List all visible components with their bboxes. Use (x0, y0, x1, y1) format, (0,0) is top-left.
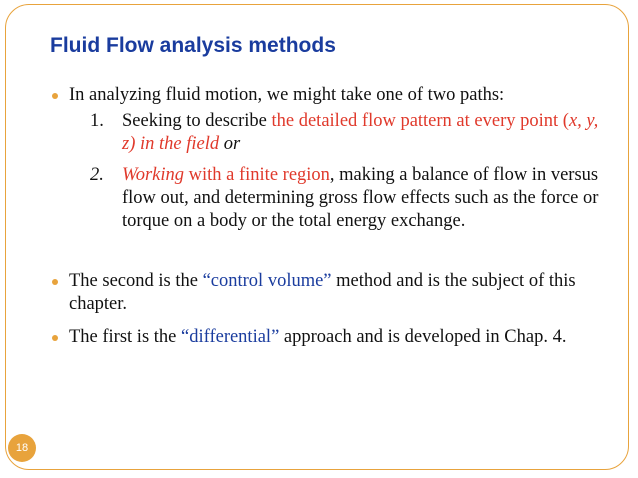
bullet-3-text-a: The first is the (69, 327, 182, 347)
bullet-dot-icon (52, 335, 58, 341)
item-1-red-italic: x, y, z) in the field (122, 111, 599, 154)
page-number-badge: 18 (8, 434, 36, 462)
bullet-2-highlight: “control volume” (202, 271, 332, 291)
item-1-text-a: Seeking to describe (122, 111, 272, 131)
bullet-3 (52, 326, 612, 374)
bullet-2-text-a: The second is the (69, 271, 203, 291)
bullet-dot-icon (52, 93, 58, 99)
item-2-text-a: , making a balance of flow in versus flow out, and determining gross flow effects such as the force or torque on a body or the total energy exchange. (122, 165, 599, 231)
bullet-dot-icon (52, 279, 58, 285)
item-2-text (122, 164, 602, 233)
bullet-3-text (69, 326, 612, 349)
item-1-text (122, 110, 602, 156)
item-1-red-a: the detailed flow pattern at every point ( (271, 111, 569, 131)
bullet-2 (52, 270, 612, 318)
bullet-1 (52, 84, 612, 108)
bullet-2-text-b: method and is the subject of this chapter. (69, 271, 576, 314)
item-2-number: 2. (90, 165, 104, 185)
item-2-red-italic: Working (122, 165, 185, 185)
slide-frame (5, 4, 629, 470)
bullet-3-highlight: “differential” (181, 327, 280, 347)
item-2-red-b: with a finite region (184, 165, 330, 185)
item-1-text-b: or (219, 134, 241, 154)
bullet-3-text-b: approach and is developed in Chap. 4. (279, 327, 567, 347)
bullet-1-text: In analyzing fluid motion, we might take one of two paths: (69, 85, 505, 105)
slide-title: Fluid Flow analysis methods (50, 34, 336, 57)
bullet-2-text (69, 270, 612, 316)
item-1-number: 1. (90, 111, 104, 131)
